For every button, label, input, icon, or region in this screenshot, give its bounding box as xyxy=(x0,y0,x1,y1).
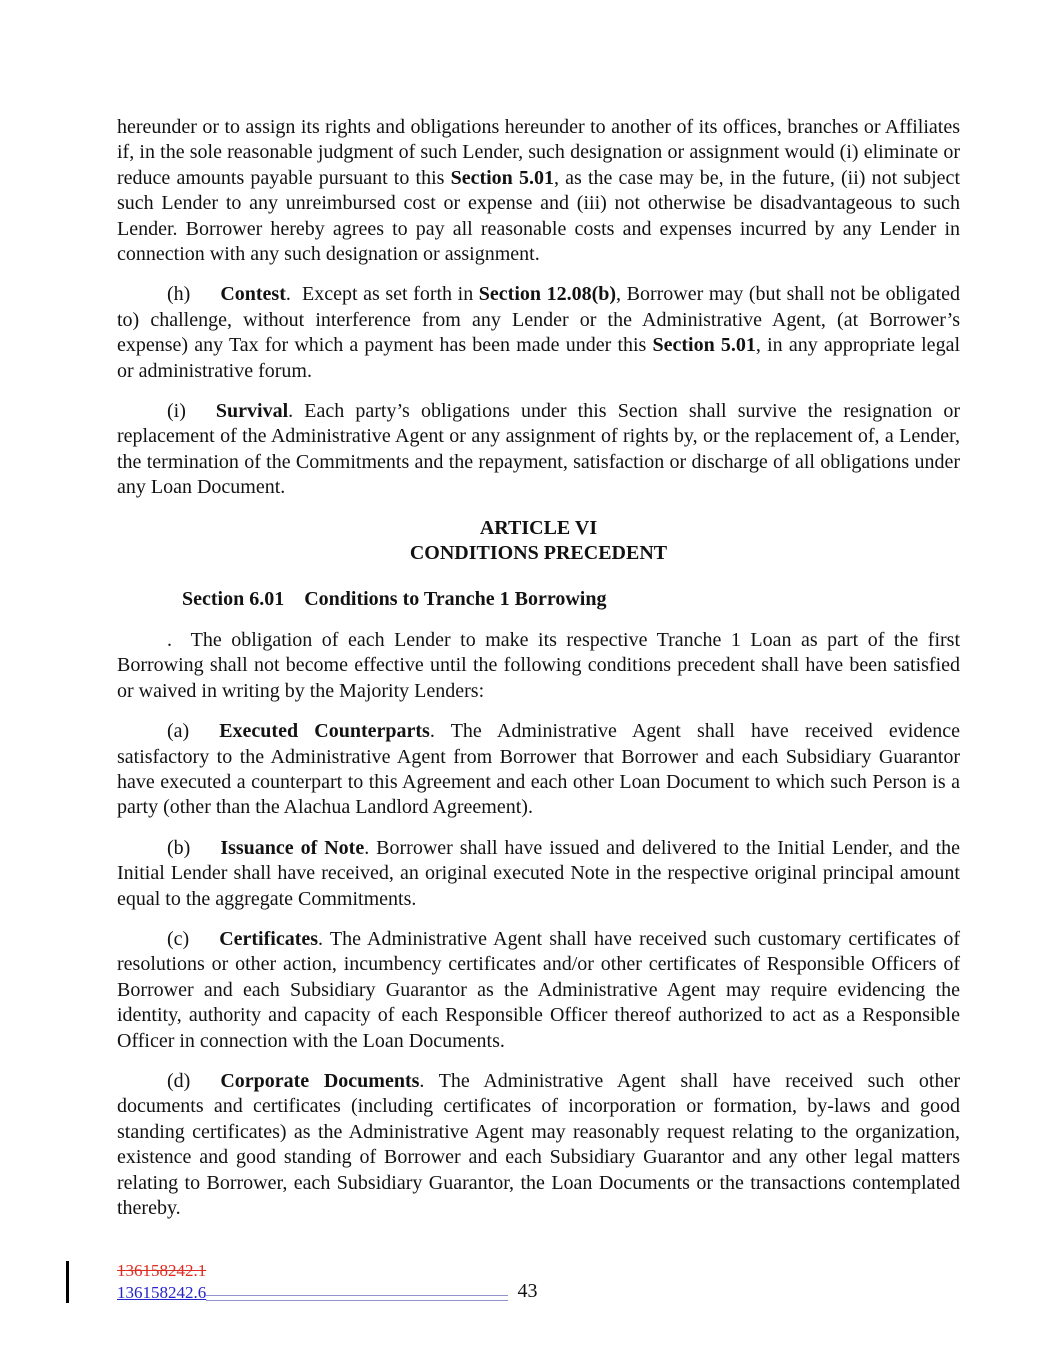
text-run-bold: Section 5.01 xyxy=(652,334,756,357)
text-run: . The Administrative Agent shall have received such other documents and certificates (including certificates of incorporation or formation, by-laws and good standing certificates) as the Administrative Agent may reasonably request relating to the organization, existence and good standing of Borrower and each Subsidiary Guarantor and any other legal matters relating to Borrower, each Subsidiary Guarantor, the Loan Documents or the transactions contemplated thereby. xyxy=(117,1070,961,1220)
text-run: (c) xyxy=(167,927,190,950)
text-run: hereunder or to assign its rights and obligations hereunder to another of its offices, branches or Affiliates if, in the sole reasonable judgment of such Lender, such designation or assignment would (i) eliminate or reduce amounts payable pursuant to this xyxy=(117,116,960,189)
text-run: , Borrower may (but shall not be obligated to) challenge, without interference from any Lender or the Administrative Agent, (at Borrower’s expense) any Tax for which a payment has been made under this xyxy=(117,283,961,357)
text-run: (h) xyxy=(167,283,191,306)
paragraph-continuation xyxy=(117,115,960,267)
text-run-bold: Section 6.01 xyxy=(182,587,285,610)
article-heading xyxy=(117,516,960,567)
paragraph-b-issuance-of-note xyxy=(117,836,960,912)
text-run: (b) xyxy=(167,836,191,859)
text-run: , as the case may be, in the future, (ii) not subject such Lender to any unreimbursed cost or expense and (iii) not otherwise be disadvantageous to such Lender. Borrower hereby agrees to pay all reasonable costs and expenses incurred by any Lender in connection with any such designation or assignment. xyxy=(117,166,960,266)
text-run: (i) xyxy=(167,400,186,423)
text-run: (a) xyxy=(167,720,190,743)
page-footer xyxy=(117,1260,960,1302)
text-run: . The obligation of each Lender to make its respective Tranche 1 Loan as part of the first Borrowing shall not become effective until the following conditions precedent shall have been satisfied or waived in writing by the Majority Lenders: xyxy=(117,628,960,702)
text-run-bold: Issuance of Note xyxy=(220,836,365,859)
paragraph-d-corporate-documents xyxy=(117,1069,960,1221)
doc-id-current: 136158242.6 xyxy=(117,1283,207,1302)
paragraph-c-certificates xyxy=(117,927,960,1054)
text-run-bold: Section 5.01 xyxy=(450,166,554,189)
text-run-bold: Certificates xyxy=(219,927,319,950)
page-number: 43 xyxy=(517,1280,538,1302)
paragraph-i-survival xyxy=(117,399,960,501)
text-run: . The Administrative Agent shall have received evidence satisfactory to the Administrative Agent from Borrower that Borrower and each Subsidiary Guarantor have executed a counterpart to this Agreement and each other Loan Document to which such Person is a party (other than the Alachua Landlord Agreement). xyxy=(117,720,960,819)
text-run: . Borrower shall have issued and delivered to the Initial Lender, and the Initial Lender shall have received, an original executed Note in the respective original principal amount equal to the aggregate Commitments. xyxy=(117,836,961,910)
text-run: , in any appropriate legal or administrative forum. xyxy=(117,334,960,382)
doc-id-deleted: 136158242.1 xyxy=(117,1261,207,1280)
revision-change-bar xyxy=(66,1261,69,1303)
text-run-bold: Corporate Documents xyxy=(220,1070,420,1092)
section-heading xyxy=(117,587,960,612)
text-run: . Each party’s obligations under this Section shall survive the resignation or replacement of the Administrative Agent or any assignment of rights by, or the replacement of, a Lender, the termination of the Commitments and the repayment, satisfaction or discharge of all obligations under any Loan Document. xyxy=(117,400,960,499)
document-body xyxy=(117,115,960,1236)
text-run: . Except as set forth in xyxy=(285,283,479,306)
text-run-bold: Survival xyxy=(215,400,289,423)
text-run-bold: Section 12.08(b) xyxy=(478,283,617,306)
paragraph-a-executed-counterparts xyxy=(117,719,960,821)
text-run-bold: Executed Counterparts xyxy=(219,720,430,743)
text-run-bold: Conditions to Tranche 1 Borrowing xyxy=(304,587,607,610)
text-run-bold: Contest xyxy=(220,283,286,306)
text-run: (d) xyxy=(167,1070,191,1092)
text-run: . The Administrative Agent shall have received such customary certificates of resolutions or other action, incumbency certificates and/or other certificates of Responsible Officers of Borrower and each Subsidiary Guarantor as the Administrative Agent may require evidencing the identity, authority and capacity of each Responsible Officer thereof authorized to act as a Responsible Officer in connection with the Loan Documents. xyxy=(117,927,960,1052)
article-heading-title: CONDITIONS PRECEDENT xyxy=(409,542,668,565)
paragraph-h-contest xyxy=(117,282,960,384)
paragraph-obligation xyxy=(117,628,960,704)
article-heading-number: ARTICLE VI xyxy=(479,516,598,539)
